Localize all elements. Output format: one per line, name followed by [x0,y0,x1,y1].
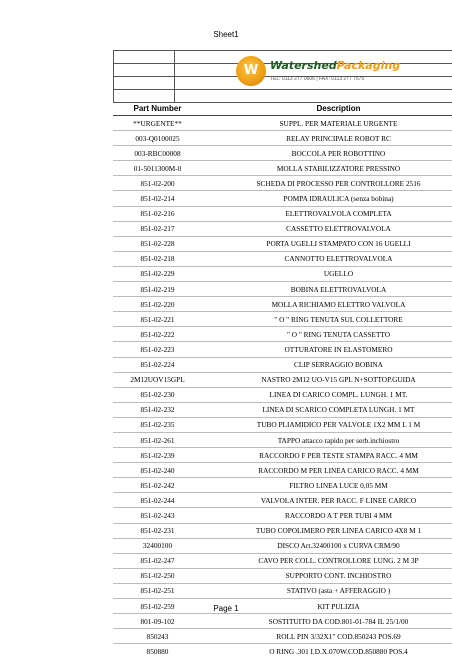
table-row [113,568,452,583]
part-number-cell: 2M12UOV15GPL [113,372,202,387]
table-row [113,357,452,372]
table-row [113,553,452,568]
logo-emblem-icon: W [236,56,266,86]
table-row [113,629,452,644]
description-cell: KIT PULIZIA [202,599,452,614]
part-number-cell: 851-02-239 [113,448,202,463]
table-row [113,131,452,146]
logo-brand-a: Watershed [270,59,337,72]
description-cell: " O " RING TENUTA CASSETTO [202,327,452,342]
table-row [113,644,452,658]
part-number-cell: 851-02-223 [113,342,202,357]
header-part-number: Part Number [113,102,202,116]
part-number-cell: 851-02-222 [113,327,202,342]
table-row [113,417,452,432]
description-cell: CAVO PER COLL. CONTROLLORE LUNG. 2 M 3P [202,553,452,568]
part-number-cell: 851-02-200 [113,176,202,191]
table-row [113,251,452,266]
sheet-title: Sheet1 [213,30,239,39]
part-number-cell: 851-02-214 [113,191,202,206]
company-logo [236,54,452,90]
description-cell: NASTRO 2M12 UO-V15 GPL N+SOTTOP.GUIDA [202,372,452,387]
description-cell: " O " RING TENUTA SUL COLLETTORE [202,312,452,327]
part-number-cell: 801-09-102 [113,614,202,629]
description-cell: OTTURATORE IN ELASTOMERO [202,342,452,357]
description-cell: BOBINA ELETTROVALVOLA [202,282,452,297]
table-row [113,372,452,387]
table-row [113,387,452,402]
description-cell: BOCCOLA PER ROBOTTINO [202,146,452,161]
parts-table [113,102,452,658]
table-row [113,161,452,176]
header-description: Description [202,102,452,116]
description-cell: CANNOTTO ELETTROVALVOLA [202,251,452,266]
table-row [113,402,452,417]
table-row [113,282,452,297]
part-number-cell: 01-5011300M-0 [113,161,202,176]
part-number-cell: 851-02-224 [113,357,202,372]
table-row [113,266,452,281]
page-footer: Page 1 [213,604,239,613]
description-cell: TAPPO attacco rapido per serb.inchiostro [202,432,452,447]
part-number-cell: 851-02-228 [113,236,202,251]
description-cell: PORTA UGELLI STAMPATO CON 16 UGELLI [202,236,452,251]
part-number-cell: 32400100 [113,538,202,553]
table-row [113,523,452,538]
part-number-cell: 851-02-240 [113,463,202,478]
description-cell: STATIVO (asta + AFFERAGGIO ) [202,583,452,598]
table-row [113,583,452,598]
description-cell: RACCORDO F PER TESTE STAMPA RACC. 4 MM [202,448,452,463]
description-cell: ELETTROVALVOLA COMPLETA [202,206,452,221]
part-number-cell: 851-02-259 [113,599,202,614]
table-row [113,221,452,236]
table-row [113,206,452,221]
description-cell: CLIP SERRAGGIO BOBINA [202,357,452,372]
part-number-cell: 851-02-251 [113,583,202,598]
part-number-cell: 851-02-244 [113,493,202,508]
part-number-cell: 851-02-216 [113,206,202,221]
table-row [113,538,452,553]
part-number-cell: 851-02-232 [113,402,202,417]
table-row [113,493,452,508]
table-row [113,146,452,161]
description-cell: MOLLA RICHIAMO ELETTRO VALVOLA [202,297,452,312]
description-cell: SUPPORTO CONT. INCHIOSTRO [202,568,452,583]
table-row [113,478,452,493]
description-cell: CASSETTO ELETTROVALVOLA [202,221,452,236]
part-number-cell: 851-02-243 [113,508,202,523]
table-row [113,297,452,312]
table-row [113,508,452,523]
description-cell: SUPPL. PER MATERIALE URGENTE [202,116,452,131]
logo-brand [270,59,400,72]
table-row [113,236,452,251]
part-number-cell: 851-02-235 [113,417,202,432]
description-cell: RACCORDO M PER LINEA CARICO RACC. 4 MM [202,463,452,478]
part-number-cell: 850880 [113,644,202,658]
table-row [113,191,452,206]
part-number-cell: **URGENTE** [113,116,202,131]
description-cell: RELAY PRINCIPALE ROBOT RC [202,131,452,146]
description-cell: LINEA DI CARICO COMPL. LUNGH. 1 MT. [202,387,452,402]
table-row [113,116,452,131]
description-cell: POMPA IDRAULICA (senza bobina) [202,191,452,206]
part-number-cell: 851-02-247 [113,553,202,568]
table-row [113,176,452,191]
part-number-cell: 003-Q0100025 [113,131,202,146]
table-row [113,614,452,629]
description-cell: TUBO PLIAMIDICO PER VALVOLE 1X2 MM L 1 M [202,417,452,432]
part-number-cell: 851-02-242 [113,478,202,493]
description-cell: DISCO Art.32400100 x CURVA CRM/90 [202,538,452,553]
logo-contact: TEL: 0113 277 0606 | FAX: 0113 277 7575 [270,76,365,82]
part-number-cell: 851-02-250 [113,568,202,583]
description-cell: TUBO COPOLIMERO PER LINEA CARICO 4X8 M 1 [202,523,452,538]
description-cell: ROLL PIN 3/32X1" COD.850243 POS.69 [202,629,452,644]
part-number-cell: 851-02-217 [113,221,202,236]
part-number-cell: 003-RBC00008 [113,146,202,161]
table-row [113,342,452,357]
part-number-cell: 851-02-221 [113,312,202,327]
part-number-cell: 851-02-230 [113,387,202,402]
part-number-cell: 851-02-261 [113,432,202,447]
logo-brand-b: Packaging [336,59,401,72]
description-cell: UGELLO [202,266,452,281]
description-cell: VALVOLA INTER. PER RACC. F LINEE CARICO [202,493,452,508]
part-number-cell: 851-02-220 [113,297,202,312]
table-row [113,448,452,463]
part-number-cell: 850243 [113,629,202,644]
table-row [113,312,452,327]
part-number-cell: 851-02-218 [113,251,202,266]
description-cell: MOLLA STABILIZZATORE PRESSINO [202,161,452,176]
part-number-cell: 851-02-231 [113,523,202,538]
table-row [113,327,452,342]
description-cell: SOSTITUITO DA COD.801-01-784 IL 25/1/00 [202,614,452,629]
description-cell: RACCORDO A T PER TUBI 4 MM [202,508,452,523]
table-row [113,432,452,447]
description-cell: O RING .301 I.D.X.070W.COD.850880 POS.4 [202,644,452,658]
part-number-cell: 851-02-219 [113,282,202,297]
description-cell: SCHEDA DI PROCESSO PER CONTROLLORE 2516 [202,176,452,191]
table-row [113,463,452,478]
description-cell: LINEA DI SCARICO COMPLETA LUNGH. 1 MT [202,402,452,417]
part-number-cell: 851-02-229 [113,266,202,281]
description-cell: FILTRO LINEA LUCE 0,05 MM [202,478,452,493]
